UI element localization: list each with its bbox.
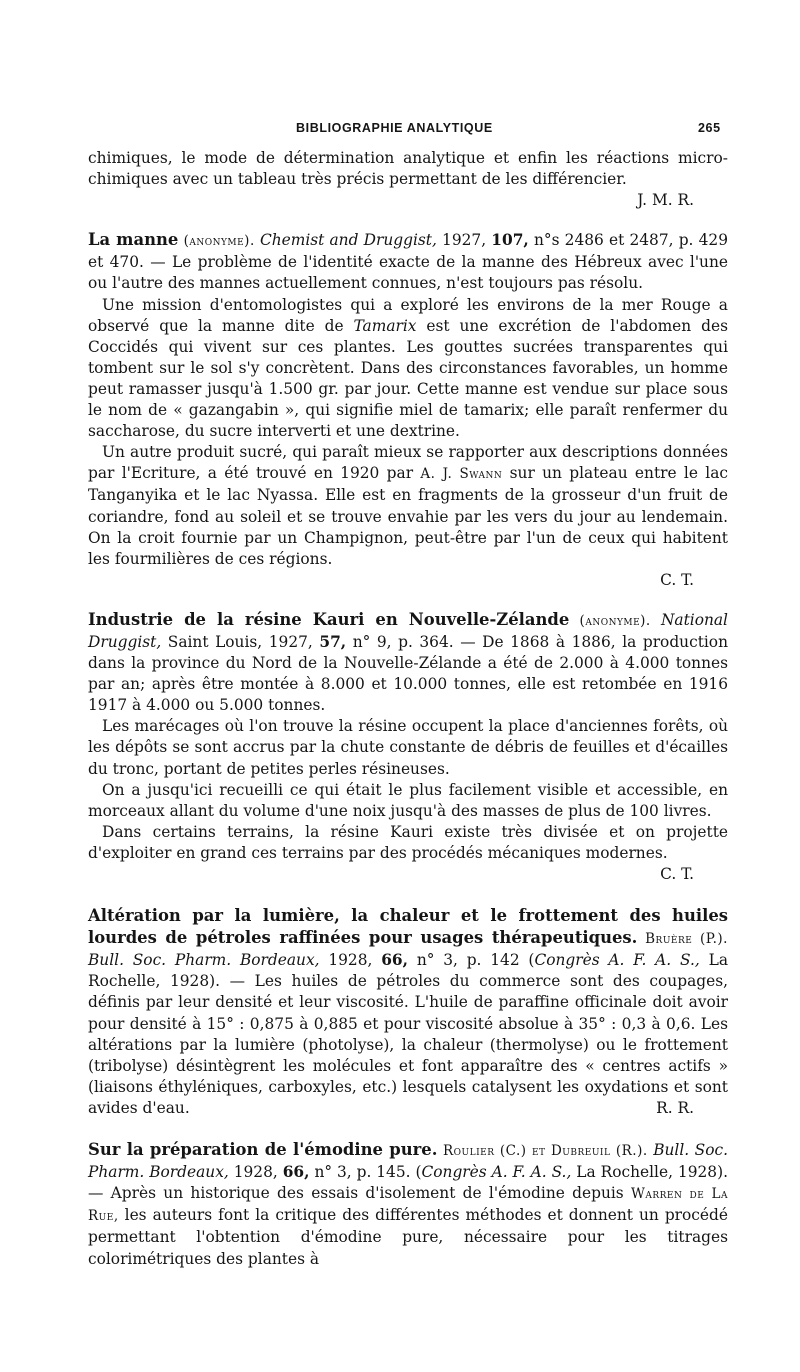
page-body: [88, 148, 728, 1270]
article-huiles-volume: 66,: [381, 951, 408, 970]
intro-paragraph: chimiques, le mode de détermination analytique et enfin les réactions micro-chimiques avec un tableau très précis permettant de les différencier.: [88, 149, 728, 189]
article-emodine-volume: 66,: [282, 1163, 310, 1182]
article-manne-signature: C. T.: [660, 570, 694, 589]
article-manne-tamarix: Tamarix: [353, 316, 417, 335]
article-huiles-year: 1928,: [328, 951, 373, 970]
article-emodine-issue: n° 3, p. 145. (: [314, 1163, 422, 1182]
article-kauri-author: (anonyme).: [579, 612, 651, 629]
article-kauri-paragraph-2: Les marécages où l'on trouve la résine occupent la place d'anciennes forêts, où les dépôts se sont accrus par la chute constante de débris de feuilles et d'écailles du tronc, portant de petites perles résineuses.: [88, 717, 728, 778]
article-emodine-author: Roulier (C.) et Dubreuil (R.).: [442, 1143, 648, 1160]
intro-signature: J. M. R.: [637, 191, 694, 210]
article-huiles-author: Bruère (P.).: [645, 931, 728, 948]
article-huiles-congress: Congrès A. F. A. S.,: [534, 951, 700, 970]
article-manne-paragraph-2: [88, 295, 728, 443]
article-kauri-journal: National Druggist,: [88, 610, 728, 651]
article-emodine-abstract: La Rochelle, 1928). — Après un historique des essais d'isolement de l'émodine depuis: [88, 1163, 728, 1203]
article-manne-swann: A. J. Swann: [420, 466, 503, 483]
article-manne-p3-text: Un autre produit sucré, qui paraît mieux se rapporter aux descriptions données par l'Ecriture, a été trouvé en 1920 par: [88, 443, 728, 483]
article-emodine-warren: Warren de La Rue,: [88, 1186, 728, 1225]
running-head-title: BIBLIOGRAPHIE ANALYTIQUE: [296, 121, 493, 135]
article-huiles-signature: R. R.: [656, 1098, 694, 1117]
article-huiles-title: Altération par la lumière, la chaleur et le frottement des huiles lourdes de pétroles raffinées pour usages thérapeutiques.: [88, 906, 728, 948]
article-kauri-title: Industrie de la résine Kauri en Nouvelle-Zélande: [88, 609, 570, 629]
article-manne-citation: [88, 229, 728, 294]
article-kauri-signature: C. T.: [660, 865, 694, 883]
article-emodine-citation: [88, 1139, 728, 1270]
article-manne-p3-text-end: sur un plateau entre le lac Tanganyika et le lac Nyassa. Elle est en fragments de la grosseur d'un fruit de coriandre, fond au soleil et se trouve envahie par les vers du jour au lendemain. On la croit fournie par un Champignon, peut-être par l'un de ceux qui habitent les fourmilières de ces régions.: [88, 464, 728, 568]
article-emodine-abstract-end: les auteurs font la critique des différentes méthodes et donnent un procédé permettant l'obtention d'émodine pure, nécessaire pour les titrages colorimétriques des plantes à: [88, 1206, 728, 1268]
article-manne-abstract-start: n°s 2486 et 2487, p. 429 et 470. — Le problème de l'identité exacte de la manne des Hébreux avec l'une ou l'autre des mannes actuellement connues, n'est toujours pas résolu.: [88, 231, 728, 293]
article-huiles-abstract: La Rochelle, 1928). — Les huiles de pétroles du commerce sont des coupages, définis par leur densité et leur viscosité. L'huile de paraffine officinale doit avoir pour densité à 15° : 0,875 à 0,885 et pour viscosité absolue à 35° : 0,3 à 0,6. Les altérations par la lumière (photolyse), la chaleur (thermolyse) ou le frottement (tribolyse) désintègrent les molécules et font apparaître des « centres actifs » (liaisons éthyléniques, carboxyles, etc.) lesquels catalysent les oxydations et sont avides d'eau.: [88, 951, 728, 1117]
article-manne-p2-text-end: est une excrétion de l'abdomen des Coccidés qui vivent sur ces plantes. Les gouttes sucrées transparentes qui tombent sur le sol s'y concrètent. Dans des circonstances favorables, un homme peut ramasser jusqu'à 1.500 gr. par jour. Cette manne est vendue sur place sous le nom de « gazangabin », qui signifie miel de tamarix; elle paraît renfermer du saccharose, du sucre interverti et une dextrine.: [88, 316, 728, 441]
article-manne-journal: Chemist and Druggist,: [259, 231, 437, 250]
article-kauri-place-year: Saint Louis, 1927,: [167, 632, 313, 651]
article-emodine-title: Sur la préparation de l'émodine pure.: [88, 1140, 438, 1160]
article-huiles-journal: Bull. Soc. Pharm. Bordeaux,: [88, 951, 320, 970]
article-huiles-issue: n° 3, p. 142 (: [416, 951, 535, 970]
article-manne-year: 1927,: [442, 231, 487, 250]
article-emodine-journal: Bull. Soc. Pharm. Bordeaux,: [88, 1141, 729, 1182]
page-number: 265: [698, 121, 721, 135]
article-manne-p2-text: Une mission d'entomologistes qui a exploré les environs de la mer Rouge a observé que la manne dite de: [88, 295, 728, 335]
article-emodine-year: 1928,: [233, 1163, 278, 1182]
article-huiles-citation: [88, 905, 728, 1119]
article-kauri-volume: 57,: [319, 632, 347, 651]
article-manne-author: (anonyme).: [183, 233, 255, 250]
article-emodine-congress: Congrès A. F. A. S.,: [421, 1163, 572, 1182]
article-kauri-abstract-start: n° 9, p. 364. — De 1868 à 1886, la production dans la province du Nord de la Nouvelle-Zélande a été de 2.000 à 4.000 tonnes par an; après être montée à 8.000 et 10.000 tonnes, elle est retombée en 1916 1917 à 4.000 ou 5.000 tonnes.: [88, 632, 728, 715]
article-kauri-paragraph-3: On a jusqu'ici recueilli ce qui était le plus facilement visible et accessible, en morceaux allant du volume d'une noix jusqu'à des masses de plus de 100 livres.: [88, 780, 728, 820]
article-manne-volume: 107,: [491, 231, 529, 250]
article-manne-title: La manne: [88, 230, 179, 250]
running-head: [0, 118, 800, 140]
article-kauri-paragraph-4: Dans certains terrains, la résine Kauri existe très divisée et on projette d'exploiter en grand ces terrains par des procédés mécaniques modernes.: [88, 822, 728, 862]
article-manne-paragraph-3: [88, 442, 728, 570]
article-kauri-citation: [88, 609, 728, 716]
